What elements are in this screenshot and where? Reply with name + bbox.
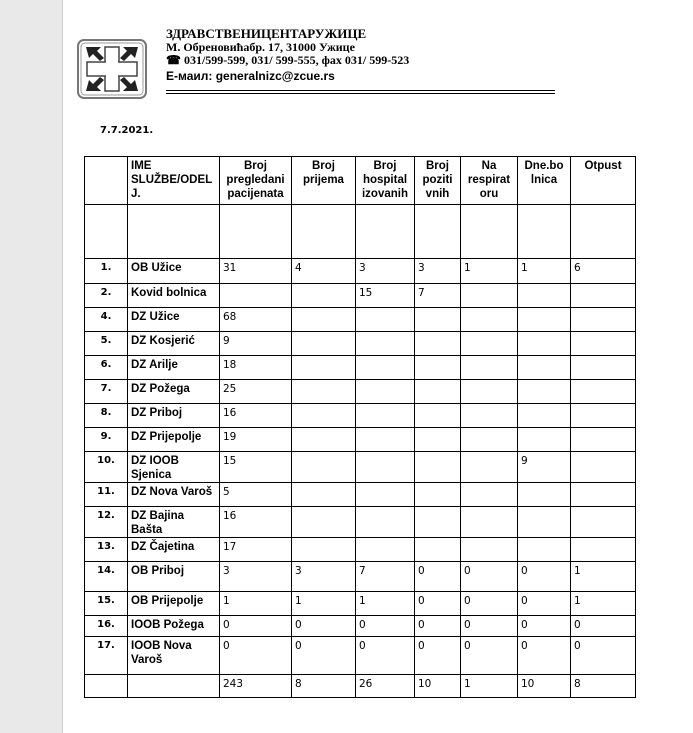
service-name: DZ Arilje [128, 356, 220, 380]
value-cell: 0 [518, 592, 571, 616]
row-number: 9. [85, 428, 128, 452]
table-row [85, 538, 636, 562]
table-row [85, 259, 636, 284]
value-cell [356, 380, 415, 404]
value-cell: 1 [571, 592, 636, 616]
table-row [85, 562, 636, 592]
value-cell: 18 [220, 356, 292, 380]
value-cell [356, 356, 415, 380]
value-cell: 0 [571, 616, 636, 637]
value-cell: 3 [415, 259, 461, 284]
value-cell [415, 483, 461, 507]
service-name: OB Užice [128, 259, 220, 284]
value-cell: 31 [220, 259, 292, 284]
table-row [85, 380, 636, 404]
header-rule-thin [166, 93, 555, 94]
value-cell: 9 [518, 452, 571, 483]
email-line: Е-маил: generalnizc@zcue.rs [166, 68, 335, 83]
value-cell [518, 332, 571, 356]
total-cell [128, 675, 220, 698]
value-cell [292, 308, 356, 332]
service-name: OB Priboj [128, 562, 220, 592]
row-number: 2. [85, 284, 128, 308]
value-cell [571, 507, 636, 538]
value-cell [461, 308, 518, 332]
value-cell: 15 [220, 452, 292, 483]
value-cell: 0 [356, 637, 415, 675]
report-table [84, 156, 636, 698]
service-name: DZ Čajetina [128, 538, 220, 562]
value-cell [220, 284, 292, 308]
row-number: 10. [85, 452, 128, 483]
value-cell [571, 483, 636, 507]
value-cell [571, 538, 636, 562]
row-number: 16. [85, 616, 128, 637]
value-cell [292, 452, 356, 483]
row-number: 14. [85, 562, 128, 592]
value-cell [461, 538, 518, 562]
total-cell: 8 [292, 675, 356, 698]
value-cell [415, 308, 461, 332]
value-cell: 0 [356, 616, 415, 637]
service-name: DZ Nova Varoš [128, 483, 220, 507]
value-cell [571, 308, 636, 332]
row-number: 4. [85, 308, 128, 332]
row-number: 7. [85, 380, 128, 404]
value-cell [518, 428, 571, 452]
column-header: IME SLUŽBE/ODEL J. [128, 157, 220, 205]
value-cell: 0 [415, 616, 461, 637]
value-cell [518, 404, 571, 428]
value-cell: 1 [571, 562, 636, 592]
value-cell [415, 538, 461, 562]
table-row [85, 428, 636, 452]
value-cell [356, 404, 415, 428]
value-cell [292, 507, 356, 538]
value-cell: 0 [461, 616, 518, 637]
value-cell [415, 332, 461, 356]
value-cell [461, 428, 518, 452]
row-number: 1. [85, 259, 128, 284]
value-cell [292, 538, 356, 562]
value-cell: 17 [220, 538, 292, 562]
service-name: IOOB Požega [128, 616, 220, 637]
value-cell: 16 [220, 507, 292, 538]
table-row [85, 308, 636, 332]
value-cell: 6 [571, 259, 636, 284]
value-cell [356, 308, 415, 332]
value-cell [518, 538, 571, 562]
letterhead [166, 27, 409, 83]
value-cell: 9 [220, 332, 292, 356]
value-cell [571, 356, 636, 380]
value-cell: 7 [356, 562, 415, 592]
service-name: DZ Užice [128, 308, 220, 332]
value-cell [461, 404, 518, 428]
value-cell [461, 356, 518, 380]
value-cell: 0 [571, 637, 636, 675]
row-number: 11. [85, 483, 128, 507]
value-cell [571, 428, 636, 452]
value-cell [415, 507, 461, 538]
total-cell: 243 [220, 675, 292, 698]
table-row [85, 404, 636, 428]
service-name: DZ Bajina Bašta [128, 507, 220, 538]
value-cell [292, 428, 356, 452]
table-row [85, 507, 636, 538]
value-cell: 3 [292, 562, 356, 592]
total-cell: 8 [571, 675, 636, 698]
column-header: Broj prijema [292, 157, 356, 205]
table-row [85, 332, 636, 356]
value-cell: 4 [292, 259, 356, 284]
report-date: 7.7.2021. [100, 125, 154, 136]
total-cell: 10 [415, 675, 461, 698]
service-name: DZ Požega [128, 380, 220, 404]
value-cell [415, 380, 461, 404]
column-header: Broj poziti vnih [415, 157, 461, 205]
value-cell [292, 332, 356, 356]
total-cell: 26 [356, 675, 415, 698]
value-cell: 0 [518, 616, 571, 637]
row-number: 8. [85, 404, 128, 428]
column-header: Broj hospital izovanih [356, 157, 415, 205]
value-cell [518, 380, 571, 404]
table-row [85, 616, 636, 637]
value-cell: 25 [220, 380, 292, 404]
phone-line: ☎ 031/599-599, 031/ 599-555, фах 031/ 599-523 [166, 53, 410, 67]
value-cell [461, 380, 518, 404]
value-cell [461, 332, 518, 356]
value-cell: 1 [356, 592, 415, 616]
value-cell [518, 284, 571, 308]
table-row [85, 452, 636, 483]
value-cell [292, 284, 356, 308]
value-cell: 1 [292, 592, 356, 616]
value-cell: 0 [415, 562, 461, 592]
value-cell [461, 483, 518, 507]
value-cell: 15 [356, 284, 415, 308]
value-cell: 0 [220, 637, 292, 675]
value-cell [571, 452, 636, 483]
value-cell: 3 [356, 259, 415, 284]
health-center-logo-icon [77, 39, 147, 99]
total-cell: 1 [461, 675, 518, 698]
column-header: Broj pregledani pacijenata [220, 157, 292, 205]
table-header-row [85, 157, 636, 205]
table-row [85, 284, 636, 308]
value-cell: 0 [415, 592, 461, 616]
value-cell: 1 [518, 259, 571, 284]
service-name: OB Prijepolje [128, 592, 220, 616]
value-cell [461, 284, 518, 308]
value-cell: 0 [461, 637, 518, 675]
table-row [85, 592, 636, 616]
totals-row [85, 675, 636, 698]
row-number: 6. [85, 356, 128, 380]
value-cell: 1 [461, 259, 518, 284]
value-cell [356, 483, 415, 507]
value-cell [415, 428, 461, 452]
row-number: 5. [85, 332, 128, 356]
column-header: Na respirat oru [461, 157, 518, 205]
value-cell: 68 [220, 308, 292, 332]
value-cell [356, 538, 415, 562]
value-cell: 0 [292, 637, 356, 675]
address-line: М. Обреновићабр. 17, 31000 Ужице [166, 39, 355, 54]
value-cell [356, 332, 415, 356]
value-cell: 0 [220, 616, 292, 637]
row-number: 12. [85, 507, 128, 538]
value-cell: 7 [415, 284, 461, 308]
value-cell: 3 [220, 562, 292, 592]
value-cell [292, 380, 356, 404]
value-cell: 0 [461, 592, 518, 616]
service-name: Kovid bolnica [128, 284, 220, 308]
value-cell: 0 [518, 562, 571, 592]
value-cell: 16 [220, 404, 292, 428]
value-cell [356, 428, 415, 452]
value-cell [292, 404, 356, 428]
value-cell: 0 [292, 616, 356, 637]
value-cell: 1 [220, 592, 292, 616]
service-name: IOOB Nova Varoš [128, 637, 220, 675]
value-cell [571, 404, 636, 428]
value-cell [518, 308, 571, 332]
value-cell: 19 [220, 428, 292, 452]
value-cell [571, 332, 636, 356]
value-cell [461, 507, 518, 538]
table-row [85, 356, 636, 380]
service-name: DZ Kosjerić [128, 332, 220, 356]
service-name: DZ Priboj [128, 404, 220, 428]
organization-name: ЗДРАВСТВЕНИЦЕНТАРУЖИЦЕ [166, 26, 367, 41]
value-cell [415, 356, 461, 380]
value-cell: 0 [461, 562, 518, 592]
value-cell [292, 356, 356, 380]
value-cell [518, 356, 571, 380]
value-cell [292, 483, 356, 507]
service-name: DZ IOOB Sjenica [128, 452, 220, 483]
service-name: DZ Prijepolje [128, 428, 220, 452]
table-row [85, 483, 636, 507]
value-cell [356, 452, 415, 483]
total-cell: 10 [518, 675, 571, 698]
total-cell [85, 675, 128, 698]
row-number: 13. [85, 538, 128, 562]
value-cell [518, 483, 571, 507]
value-cell [571, 284, 636, 308]
value-cell [571, 380, 636, 404]
value-cell [518, 507, 571, 538]
value-cell: 0 [518, 637, 571, 675]
value-cell: 0 [415, 637, 461, 675]
column-header [85, 157, 128, 205]
column-header: Dne.bo lnica [518, 157, 571, 205]
value-cell [356, 507, 415, 538]
row-number: 17. [85, 637, 128, 675]
column-header: Otpust [571, 157, 636, 205]
empty-row [85, 205, 636, 259]
value-cell [461, 452, 518, 483]
table-row [85, 637, 636, 675]
row-number: 15. [85, 592, 128, 616]
header-rule [166, 90, 555, 91]
value-cell [415, 404, 461, 428]
value-cell [415, 452, 461, 483]
value-cell: 5 [220, 483, 292, 507]
